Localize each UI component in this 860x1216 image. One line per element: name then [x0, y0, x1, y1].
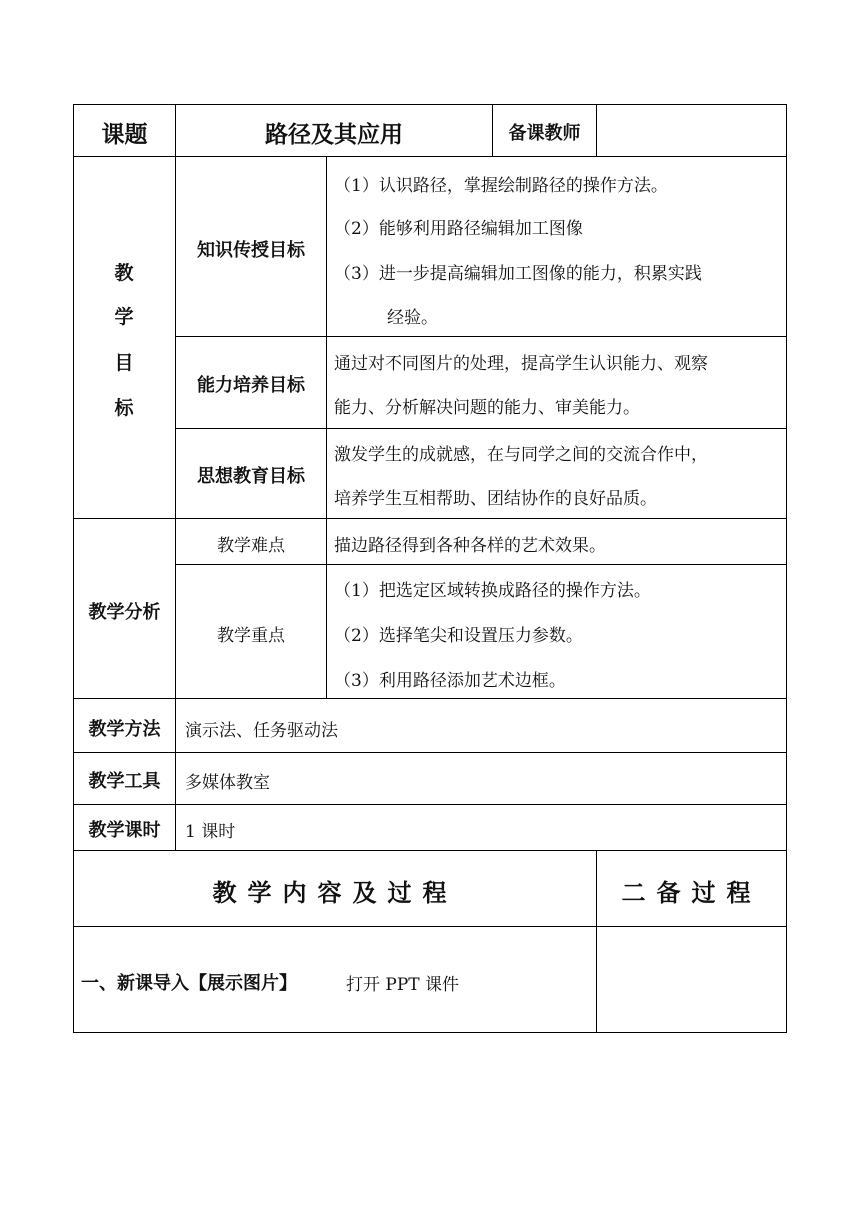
tools-label: 教学工具 [88, 771, 161, 792]
teacher-label: 备课教师 [508, 123, 581, 144]
row-divider [73, 804, 787, 805]
key-point-item: （2）选择笔尖和设置压力参数。 [334, 626, 583, 646]
row-divider [175, 428, 787, 429]
hours-label: 教学课时 [88, 820, 161, 841]
lesson-intro-text: 打开 PPT 课件 [346, 975, 460, 995]
analysis-label: 教学分析 [88, 602, 161, 623]
objectives-label-char: 教 [114, 262, 134, 284]
row-divider [73, 518, 787, 519]
hours-value: 1 课时 [185, 822, 236, 842]
row-divider [73, 156, 787, 157]
ideology-goal-text: 培养学生互相帮助、团结协作的良好品质。 [334, 489, 657, 509]
tools-value: 多媒体教室 [185, 773, 270, 793]
objectives-label-char: 学 [114, 306, 134, 328]
objectives-label-char: 标 [114, 397, 134, 419]
knowledge-item: （3）进一步提高编辑加工图像的能力，积累实践 [334, 264, 702, 284]
topic-title: 路径及其应用 [265, 122, 403, 148]
knowledge-item: （1）认识路径，掌握绘制路径的操作方法。 [334, 176, 668, 196]
difficulty-text: 描边路径得到各种各样的艺术效果。 [334, 536, 606, 556]
row-divider [73, 698, 787, 699]
row-divider [73, 926, 787, 927]
second-preparation-title: 二备过程 [621, 879, 762, 907]
knowledge-item: （2）能够利用路径编辑加工图像 [334, 219, 583, 239]
difficulty-label: 教学难点 [217, 536, 285, 556]
topic-label: 课题 [101, 122, 148, 148]
ability-goal-text: 能力、分析解决问题的能力、审美能力。 [334, 398, 640, 418]
column-divider [326, 156, 327, 698]
row-divider [175, 564, 787, 565]
column-divider [596, 104, 597, 156]
ability-goal-text: 通过对不同图片的处理，提高学生认识能力、观察 [334, 354, 708, 374]
ideology-goal-text: 激发学生的成就感，在与同学之间的交流合作中， [334, 445, 708, 465]
knowledge-goal-label: 知识传授目标 [197, 240, 305, 261]
method-value: 演示法、任务驱动法 [185, 721, 338, 741]
method-label: 教学方法 [88, 719, 161, 740]
ability-goal-label: 能力培养目标 [197, 375, 305, 396]
objectives-label-char: 目 [114, 352, 134, 374]
ideology-goal-label: 思想教育目标 [197, 466, 305, 487]
lesson-intro-heading: 一、新课导入【展示图片】 [81, 973, 297, 994]
process-title: 教学内容及过程 [212, 879, 458, 907]
key-point-item: （1）把选定区域转换成路径的操作方法。 [334, 581, 651, 601]
table-border-top [73, 104, 787, 105]
key-point-item: （3）利用路径添加艺术边框。 [334, 671, 566, 691]
row-divider [73, 850, 787, 851]
key-point-label: 教学重点 [217, 626, 285, 646]
table-border-right [786, 104, 787, 1033]
row-divider [175, 336, 787, 337]
table-border-bottom [73, 1032, 787, 1033]
row-divider [73, 752, 787, 753]
knowledge-item: 经验。 [387, 308, 438, 328]
